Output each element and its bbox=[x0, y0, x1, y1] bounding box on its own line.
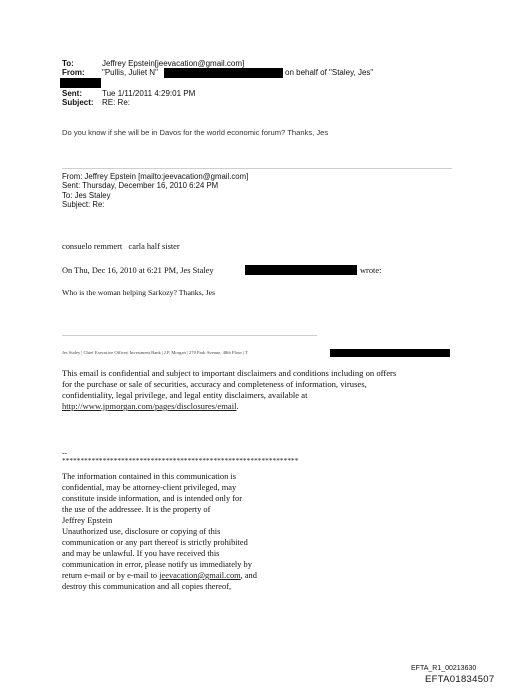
notice-text: return e-mail or by e-mail to bbox=[62, 571, 160, 580]
disclaimer-link-line bbox=[62, 401, 239, 412]
quote-suffix: wrote: bbox=[360, 266, 382, 275]
from-suffix: on behalf of "Staley, Jes" bbox=[285, 68, 374, 77]
redaction-box bbox=[330, 349, 450, 357]
quoted-to: To: Jes Staley bbox=[62, 191, 111, 200]
message-body: Do you know if she will be in Davos for the world economic forum? Thanks, Jes bbox=[62, 128, 329, 137]
quote-intro: On Thu, Dec 16, 2010 at 6:21 PM, Jes Staley bbox=[62, 266, 214, 275]
to-value: Jeffrey Epstein[jeevacation@gmail.com] bbox=[102, 59, 245, 68]
bates-code-primary: EFTA_R1_00213630 bbox=[411, 665, 477, 672]
redaction-box bbox=[245, 265, 357, 275]
reply-body: consuelo remmert carla half sister bbox=[62, 242, 180, 251]
divider bbox=[62, 168, 452, 169]
disclosures-link[interactable]: http://www.jpmorgan.com/pages/disclosures/email bbox=[62, 401, 237, 411]
notice-text: , and bbox=[240, 571, 257, 580]
notice-line: communication or any part thereof is strictly prohibited bbox=[62, 538, 248, 547]
separator-stars: **************************************************************** bbox=[62, 457, 299, 465]
disclaimer-line: This email is confidential and subject to important disclaimers and conditions including on offers bbox=[62, 368, 397, 378]
sent-label: Sent: bbox=[62, 89, 82, 98]
from-value: "Pullis, Juliet N" bbox=[102, 68, 158, 77]
to-label: To: bbox=[62, 59, 74, 68]
quoted-from: From: Jeffrey Epstein [mailto:jeevacation@gmail.com] bbox=[62, 172, 249, 181]
notice-line: communication in error, please notify us immediately by bbox=[62, 560, 252, 569]
divider bbox=[62, 335, 317, 336]
notice-line: and may be unlawful. If you have received this bbox=[62, 549, 220, 558]
from-label: From: bbox=[62, 68, 85, 77]
separator-dashes: -- bbox=[62, 448, 68, 457]
disclaimer-tail: . bbox=[236, 401, 239, 411]
subject-label: Subject: bbox=[62, 98, 94, 107]
notice-line: destroy this communication and all copies thereof, bbox=[62, 582, 232, 591]
redaction-box bbox=[60, 78, 101, 88]
notice-line: The information contained in this communication is bbox=[62, 472, 236, 481]
redaction-box bbox=[164, 68, 283, 78]
quoted-subject: Subject: Re: bbox=[62, 200, 105, 209]
disclaimer-line: confidentiality, legal privilege, and legal entity disclaimers, available at bbox=[62, 390, 308, 400]
quoted-sent: Sent: Thursday, December 16, 2010 6:24 PM bbox=[62, 181, 219, 190]
notice-line: constitute inside information, and is intended only for bbox=[62, 494, 243, 503]
signature-line: Jes Staley | Chief Executive Officer| Investment Bank | J.P. Morgan | 270 Park Avenue, 48th Floor | T bbox=[62, 350, 248, 355]
quote-body: Who is the woman helping Sarkozy? Thanks, Jes bbox=[62, 288, 216, 297]
notice-line: Jeffrey Epstein bbox=[62, 516, 113, 525]
notice-line: Unauthorized use, disclosure or copying of this bbox=[62, 527, 221, 536]
disclaimer-line: for the purchase or sale of securities, accuracy and completeness of information, viruses, bbox=[62, 379, 367, 389]
email-link[interactable]: jeevacation@gmail.com bbox=[159, 571, 241, 580]
notice-line: confidential, may be attorney-client privileged, may bbox=[62, 483, 237, 492]
notice-line: the use of the addressee. It is the property of bbox=[62, 505, 211, 514]
subject-value: RE: Re: bbox=[102, 98, 131, 107]
sent-value: Tue 1/11/2011 4:29:01 PM bbox=[102, 89, 196, 98]
notice-line bbox=[62, 571, 257, 580]
bates-code-secondary: EFTA01834507 bbox=[425, 674, 495, 685]
